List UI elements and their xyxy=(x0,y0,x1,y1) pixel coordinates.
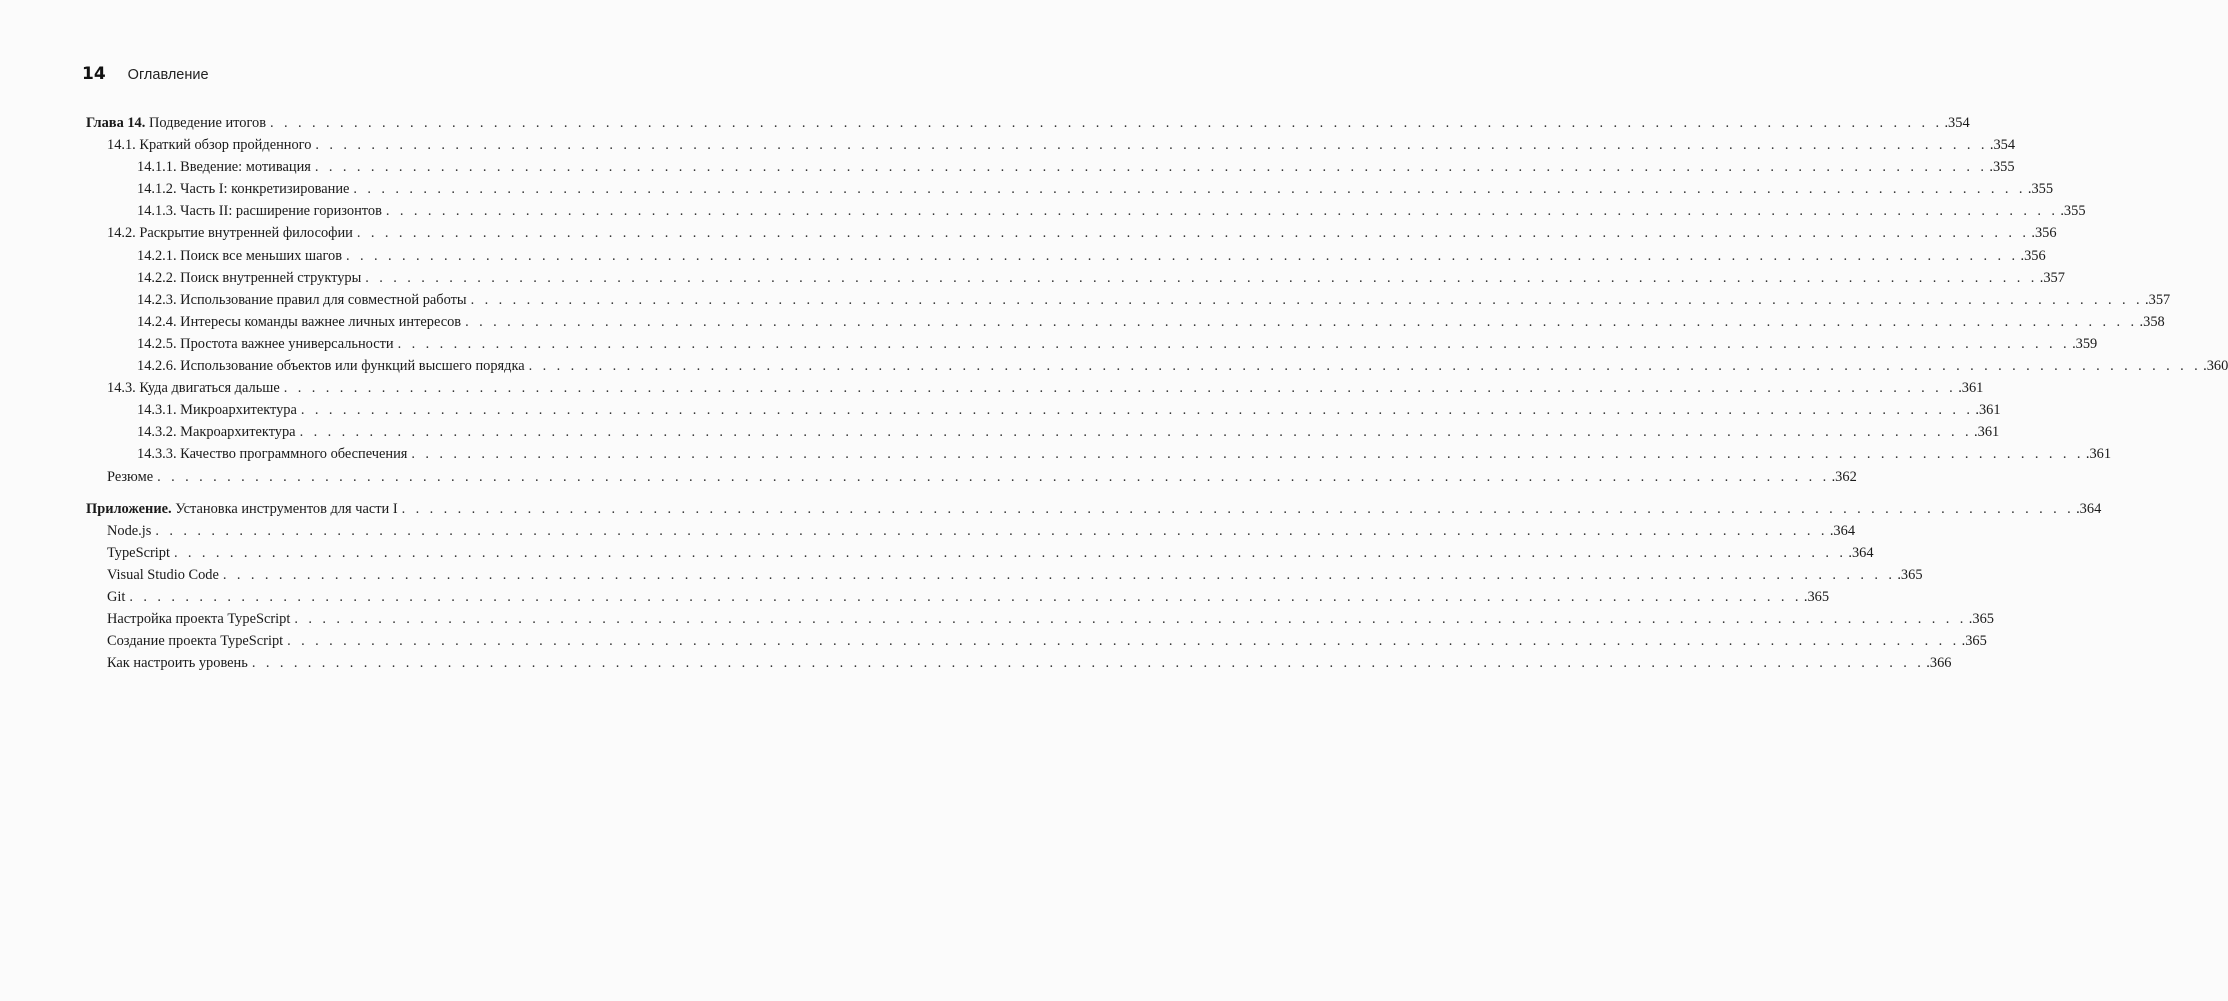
toc-entry-page: .354 xyxy=(1989,137,2016,154)
toc-entry-title xyxy=(137,245,342,267)
dot-leader: . . . . . . . . . . . . . . . . . . . . . . . . . . . . . . . . . . . . . . . . . . . . . . . . . . . . . . . . . . . . . . . . . . . . . . . . . . . . . . . . . . . . . . . . . . . . . . . . . . . . . . . . . . . . . . . . . . . . . . . . xyxy=(222,566,1896,583)
toc-entry xyxy=(86,586,1830,608)
toc-entry xyxy=(86,355,2228,377)
toc-entry-text: Подведение итогов xyxy=(145,115,266,131)
toc-entry xyxy=(86,443,2112,465)
toc-entry-title xyxy=(107,586,125,608)
toc-entry-text: Как настроить уровень xyxy=(107,655,248,672)
toc-entry-text: Резюме xyxy=(107,468,154,485)
toc-entry-page: .356 xyxy=(2031,225,2057,242)
dot-leader: . . . . . . . . . . . . . . . . . . . . . . . . . . . . . . . . . . . . . . . . . . . . . . . . . . . . . . . . . . . . . . . . . . . . . . . . . . . . . . . . . . . . . . . . . . . . . . . . . . . . . . . . . . . . . . . . . . . . . . . . xyxy=(314,159,1988,176)
toc-entry-title xyxy=(107,520,151,542)
toc-entry-page: .359 xyxy=(2072,335,2098,352)
toc-entry-title xyxy=(107,564,219,586)
toc-entry-text: 14.2.1. Поиск все меньших шагов xyxy=(137,247,343,264)
dot-leader: . . . . . . . . . . . . . . . . . . . . . . . . . . . . . . . . . . . . . . . . . . . . . . . . . . . . . . . . . . . . . . . . . . . . . . . . . . . . . . . . . . . . . . . . . . . . . . . . . . . . . . . . . . . . . . . . . . . . . . . . xyxy=(385,203,2059,220)
toc-entry xyxy=(86,200,2086,222)
dot-leader: . . . . . . . . . . . . . . . . . . . . . . . . . . . . . . . . . . . . . . . . . . . . . . . . . . . . . . . . . . . . . . . . . . . . . . . . . . . . . . . . . . . . . . . . . . . . . . . . . . . . . . . . . . . . . . . . . . . . . . . . xyxy=(353,181,2026,198)
toc-entry-text: 14.3. Куда двигаться дальше xyxy=(107,380,280,397)
dot-leader: . . . . . . . . . . . . . . . . . . . . . . . . . . . . . . . . . . . . . . . . . . . . . . . . . . . . . . . . . . . . . . . . . . . . . . . . . . . . . . . . . . . . . . . . . . . . . . . . . . . . . . . . . . . . . . . . . . . . . . . . xyxy=(299,424,1973,441)
toc-entry-title xyxy=(107,466,153,488)
toc-entry xyxy=(86,156,2015,178)
toc-entry-prefix: Приложение. xyxy=(86,500,172,517)
toc-entry-page: .357 xyxy=(2145,291,2171,308)
toc-entry-text: Создание проекта TypeScript xyxy=(107,633,284,650)
dot-leader: . . . . . . . . . . . . . . . . . . . . . . . . . . . . . . . . . . . . . . . . . . . . . . . . . . . . . . . . . . . . . . . . . . . . . . . . . . . . . . . . . . . . . . . . . . . . . . . . . . . . . . . . . . . . . . . . . . . . . . . . xyxy=(129,588,1802,605)
toc-entry-text: 14.3.2. Макроархитектура xyxy=(137,424,296,441)
toc-entry-page: .364 xyxy=(1829,522,1856,539)
toc-entry xyxy=(86,498,2102,520)
toc-entry-page: .366 xyxy=(1926,655,1952,672)
toc-entry-text: Git xyxy=(107,588,126,605)
dot-leader: . . . . . . . . . . . . . . . . . . . . . . . . . . . . . . . . . . . . . . . . . . . . . . . . . . . . . . . . . . . . . . . . . . . . . . . . . . . . . . . . . . . . . . . . . . . . . . . . . . . . . . . . . . . . . . . . . . . . . . . . xyxy=(470,291,2144,308)
toc-entry-text: 14.2.6. Использование объектов или функций высшего порядка xyxy=(137,358,525,375)
toc-entry-page: .361 xyxy=(2085,446,2112,463)
dot-leader: . . . . . . . . . . . . . . . . . . . . . . . . . . . . . . . . . . . . . . . . . . . . . . . . . . . . . . . . . . . . . . . . . . . . . . . . . . . . . . . . . . . . . . . . . . . . . . . . . . . . . . . . . . . . . . . . . . . . . . . . xyxy=(356,225,2030,242)
toc-entry xyxy=(86,377,1984,399)
toc-entry-title xyxy=(107,377,280,399)
toc-entry-prefix: Глава 14. xyxy=(86,115,146,131)
toc-entry-page: .360 xyxy=(2203,358,2228,375)
toc-entry-title xyxy=(137,421,296,443)
toc-entry xyxy=(86,333,2098,355)
toc-entry-title xyxy=(137,200,382,222)
toc-entry-text: 14.1.2. Часть I: конкретизирование xyxy=(137,181,350,198)
table-of-contents xyxy=(86,112,2228,674)
toc-entry-page: .355 xyxy=(2060,203,2086,220)
dot-leader: . . . . . . . . . . . . . . . . . . . . . . . . . . . . . . . . . . . . . . . . . . . . . . . . . . . . . . . . . . . . . . . . . . . . . . . . . . . . . . . . . . . . . . . . . . . . . . . . . . . . . . . . . . . . . . . . . . . . . . . . xyxy=(365,269,2038,286)
toc-entry-text: Visual Studio Code xyxy=(107,566,219,583)
toc-entry-text: Node.js xyxy=(107,522,152,539)
dot-leader: . . . . . . . . . . . . . . . . . . . . . . . . . . . . . . . . . . . . . . . . . . . . . . . . . . . . . . . . . . . . . . . . . . . . . . . . . . . . . . . . . . . . . . . . . . . . . . . . . . . . . . . . . . . . . . . . . . . . . . . . xyxy=(294,611,1967,628)
dot-leader: . . . . . . . . . . . . . . . . . . . . . . . . . . . . . . . . . . . . . . . . . . . . . . . . . . . . . . . . . . . . . . . . . . . . . . . . . . . . . . . . . . . . . . . . . . . . . . . . . . . . . . . . . . . . . . . . . . . . . . . . xyxy=(346,247,2019,264)
dot-leader: . . . . . . . . . . . . . . . . . . . . . . . . . . . . . . . . . . . . . . . . . . . . . . . . . . . . . . . . . . . . . . . . . . . . . . . . . . . . . . . . . . . . . . . . . . . . . . . . . . . . . . . . . . . . . . . . . . . . . . . . xyxy=(173,544,1847,561)
toc-entry-title xyxy=(107,608,290,630)
page-number: 14 xyxy=(82,64,106,84)
toc-entry-page: .358 xyxy=(2139,313,2165,330)
toc-entry-title xyxy=(137,311,461,333)
dot-leader: . . . . . . . . . . . . . . . . . . . . . . . . . . . . . . . . . . . . . . . . . . . . . . . . . . . . . . . . . . . . . . . . . . . . . . . . . . . . . . . . . . . . . . . . . . . . . . . . . . . . . . . . . . . . . . . . . . . . . . . . xyxy=(397,335,2071,352)
toc-entry-title xyxy=(137,156,311,178)
toc-entry-text: 14.1.3. Часть II: расширение горизонтов xyxy=(137,203,382,220)
toc-entry-page: .355 xyxy=(2027,181,2054,198)
dot-leader: . . . . . . . . . . . . . . . . . . . . . . . . . . . . . . . . . . . . . . . . . . . . . . . . . . . . . . . . . . . . . . . . . . . . . . . . . . . . . . . . . . . . . . . . . . . . . . . . . . . . . . . . . . . . . . . . . . . . . . . . xyxy=(283,380,1957,397)
toc-entry-page: .364 xyxy=(2076,500,2102,517)
toc-entry-page: .356 xyxy=(2020,247,2046,264)
dot-leader: . . . . . . . . . . . . . . . . . . . . . . . . . . . . . . . . . . . . . . . . . . . . . . . . . . . . . . . . . . . . . . . . . . . . . . . . . . . . . . . . . . . . . . . . . . . . . . . . . . . . . . . . . . . . . . . . . . . . . . . . xyxy=(465,313,2138,330)
toc-entry-title xyxy=(86,112,266,134)
toc-entry xyxy=(86,311,2165,333)
toc-entry-text: 14.1. Краткий обзор пройденного xyxy=(107,137,312,154)
dot-leader: . . . . . . . . . . . . . . . . . . . . . . . . . . . . . . . . . . . . . . . . . . . . . . . . . . . . . . . . . . . . . . . . . . . . . . . . . . . . . . . . . . . . . . . . . . . . . . . . . . . . . . . . . . . . . . . . . . . . . . . . xyxy=(287,633,1960,650)
toc-entry xyxy=(86,178,2054,200)
toc-entry xyxy=(86,608,1994,630)
toc-entry-text: 14.2.3. Использование правил для совместной работы xyxy=(137,291,467,308)
toc-entry-title xyxy=(107,652,248,674)
toc-entry xyxy=(86,630,1987,652)
toc-entry xyxy=(86,520,1856,542)
toc-entry-page: .362 xyxy=(1831,468,1857,485)
dot-leader: . . . . . . . . . . . . . . . . . . . . . . . . . . . . . . . . . . . . . . . . . . . . . . . . . . . . . . . . . . . . . . . . . . . . . . . . . . . . . . . . . . . . . . . . . . . . . . . . . . . . . . . . . . . . . . . . . . . . . . . . xyxy=(411,446,2084,463)
toc-entry-page: .361 xyxy=(1975,402,2001,419)
toc-entry-page: .365 xyxy=(1968,611,1994,628)
toc-entry xyxy=(86,245,2046,267)
toc-entry-title xyxy=(107,222,353,244)
toc-entry xyxy=(86,542,1874,564)
toc-entry-page: .361 xyxy=(1974,424,2000,441)
toc-entry-text: Настройка проекта TypeScript xyxy=(107,611,291,628)
toc-entry xyxy=(86,564,1923,586)
dot-leader: . . . . . . . . . . . . . . . . . . . . . . . . . . . . . . . . . . . . . . . . . . . . . . . . . . . . . . . . . . . . . . . . . . . . . . . . . . . . . . . . . . . . . . . . . . . . . . . . . . . . . . . . . . . . . . . . . . . . . . . . xyxy=(315,137,1988,154)
toc-entry-title xyxy=(107,134,311,156)
toc-entry xyxy=(86,652,1952,674)
dot-leader: . . . . . . . . . . . . . . . . . . . . . . . . . . . . . . . . . . . . . . . . . . . . . . . . . . . . . . . . . . . . . . . . . . . . . . . . . . . . . . . . . . . . . . . . . . . . . . . . . . . . . . . . . . . . . . . . . . . . . . . . xyxy=(251,655,1925,672)
toc-entry-text: 14.3.3. Качество программного обеспечения xyxy=(137,446,408,463)
toc-entry xyxy=(86,289,2171,311)
toc-entry-page: .354 xyxy=(1944,115,1970,131)
toc-entry-text: TypeScript xyxy=(107,544,170,561)
toc-entry-title xyxy=(107,630,283,652)
toc-entry xyxy=(86,222,2057,244)
toc-entry-text: 14.2.5. Простота важнее универсальности xyxy=(137,335,394,352)
toc-entry xyxy=(86,421,2000,443)
dot-leader: . . . . . . . . . . . . . . . . . . . . . . . . . . . . . . . . . . . . . . . . . . . . . . . . . . . . . . . . . . . . . . . . . . . . . . . . . . . . . . . . . . . . . . . . . . . . . . . . . . . . . . . . . . . . . . . . . . . . . . . . xyxy=(528,358,2202,375)
toc-entry-page: .365 xyxy=(1897,566,1923,583)
dot-leader: . . . . . . . . . . . . . . . . . . . . . . . . . . . . . . . . . . . . . . . . . . . . . . . . . . . . . . . . . . . . . . . . . . . . . . . . . . . . . . . . . . . . . . . . . . . . . . . . . . . . . . . . . . . . . . . . . . . . . . . . xyxy=(157,468,1830,485)
running-header-title: Оглавление xyxy=(127,67,209,83)
page-header xyxy=(82,64,209,84)
toc-entry-title xyxy=(137,267,361,289)
toc-entry-text: 14.3.1. Микроархитектура xyxy=(137,402,297,419)
toc-entry-title xyxy=(137,355,525,377)
toc-entry-page: .357 xyxy=(2039,269,2065,286)
toc-entry-title xyxy=(107,542,170,564)
toc-entry-title xyxy=(137,399,297,421)
toc-entry-title xyxy=(86,498,398,520)
toc-entry-text: 14.2.4. Интересы команды важнее личных интересов xyxy=(137,313,462,330)
dot-leader: . . . . . . . . . . . . . . . . . . . . . . . . . . . . . . . . . . . . . . . . . . . . . . . . . . . . . . . . . . . . . . . . . . . . . . . . . . . . . . . . . . . . . . . . . . . . . . . . . . . . . . . . . . . . . . . . . . . . . . . . xyxy=(300,402,1974,419)
dot-leader: . . . . . . . . . . . . . . . . . . . . . . . . . . . . . . . . . . . . . . . . . . . . . . . . . . . . . . . . . . . . . . . . . . . . . . . . . . . . . . . . . . . . . . . . . . . . . . . . . . . . . . . . . . . . . . . . . . . . . . . . xyxy=(270,115,1943,131)
toc-entry-page: .361 xyxy=(1958,380,1984,397)
toc-entry-page: .355 xyxy=(1989,159,2015,176)
toc-entry-title xyxy=(137,443,407,465)
toc-entry-title xyxy=(137,178,349,200)
toc-entry-page: .365 xyxy=(1803,588,1830,605)
toc-entry-title xyxy=(137,289,467,311)
dot-leader: . . . . . . . . . . . . . . . . . . . . . . . . . . . . . . . . . . . . . . . . . . . . . . . . . . . . . . . . . . . . . . . . . . . . . . . . . . . . . . . . . . . . . . . . . . . . . . . . . . . . . . . . . . . . . . . . . . . . . . . . xyxy=(155,522,1828,539)
toc-entry-text: 14.2. Раскрытие внутренней философии xyxy=(107,225,353,242)
toc-entry xyxy=(86,112,1970,134)
toc-entry xyxy=(86,267,2065,289)
toc-entry-page: .364 xyxy=(1848,544,1874,561)
toc-entry-page: .365 xyxy=(1961,633,1987,650)
toc-entry-text: Установка инструментов для части I xyxy=(171,500,398,517)
dot-leader: . . . . . . . . . . . . . . . . . . . . . . . . . . . . . . . . . . . . . . . . . . . . . . . . . . . . . . . . . . . . . . . . . . . . . . . . . . . . . . . . . . . . . . . . . . . . . . . . . . . . . . . . . . . . . . . . . . . . . . . . xyxy=(401,500,2075,517)
toc-entry xyxy=(86,399,2001,421)
toc-entry xyxy=(86,466,1857,488)
toc-entry-text: 14.2.2. Поиск внутренней структуры xyxy=(137,269,362,286)
toc-entry-text: 14.1.1. Введение: мотивация xyxy=(137,159,311,176)
toc-entry-title xyxy=(137,333,394,355)
toc-entry xyxy=(86,134,2016,156)
